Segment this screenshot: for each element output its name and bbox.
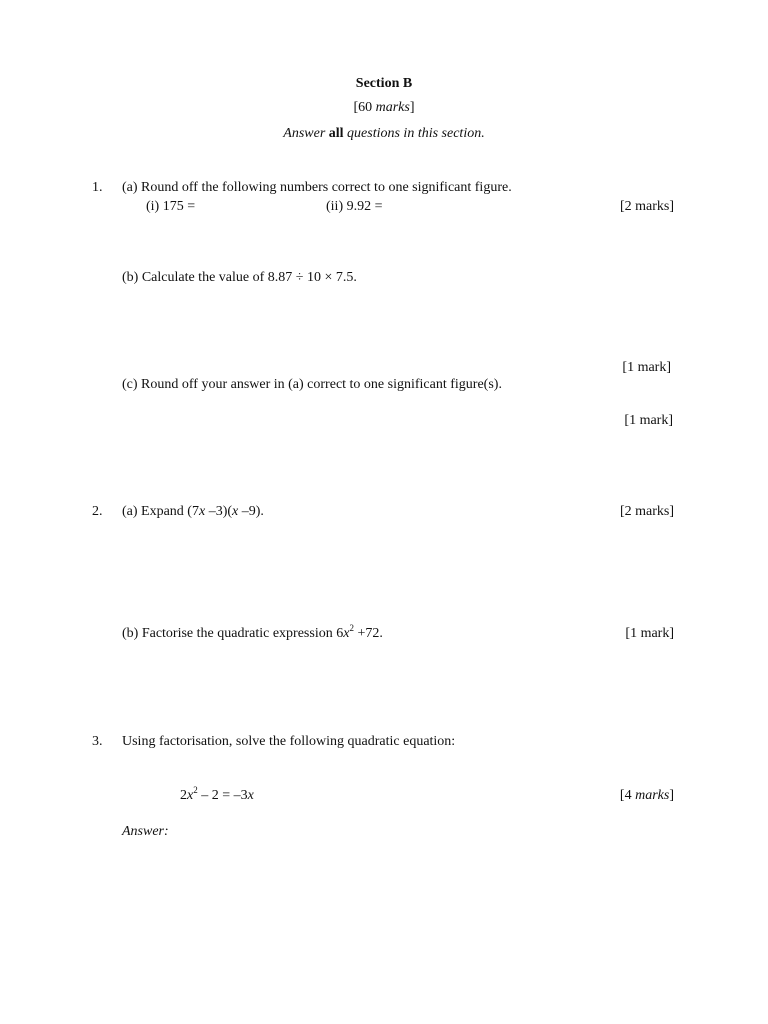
question-1b-marks: [1 mark]: [622, 360, 671, 375]
question-1b-text: (b) Calculate the value of 8.87 ÷ 10 × 7.5.: [122, 270, 357, 285]
question-1a-i: (i) 175 =: [146, 199, 196, 214]
question-1c-marks: [1 mark]: [624, 413, 673, 428]
question-3-text: Using factorisation, solve the following quadratic equation:: [122, 734, 456, 749]
question-1a-marks: [2 marks]: [619, 199, 674, 214]
question-1c-text: (c) Round off your answer in (a) correct to one significant figure(s).: [122, 377, 502, 392]
question-2a-marks: [2 marks]: [619, 504, 674, 519]
question-2a-text: (a) Expand (7x –3)(x –9).: [122, 504, 264, 519]
question-1a-ii: (ii) 9.92 =: [326, 199, 383, 214]
question-2-number: 2.: [92, 504, 103, 519]
question-1-number: 1.: [92, 180, 103, 195]
question-2b-marks: [1 mark]: [625, 626, 674, 641]
question-3-number: 3.: [92, 734, 103, 749]
section-instruction: Answer all questions in this section.: [283, 126, 485, 141]
question-3-answer-label: Answer:: [122, 824, 169, 839]
section-title: Section B: [355, 76, 413, 91]
question-1a-text: (a) Round off the following numbers correct to one significant figure.: [122, 180, 512, 195]
question-3-equation: $2x^2 - 2 = -3x$: [180, 785, 254, 803]
question-3-marks: [4 marks]: [619, 788, 674, 803]
section-marks: [60 marks]: [353, 100, 415, 115]
question-2b-text: (b) Factorise the quadratic expression $6x^2 +72$.: [122, 623, 383, 641]
